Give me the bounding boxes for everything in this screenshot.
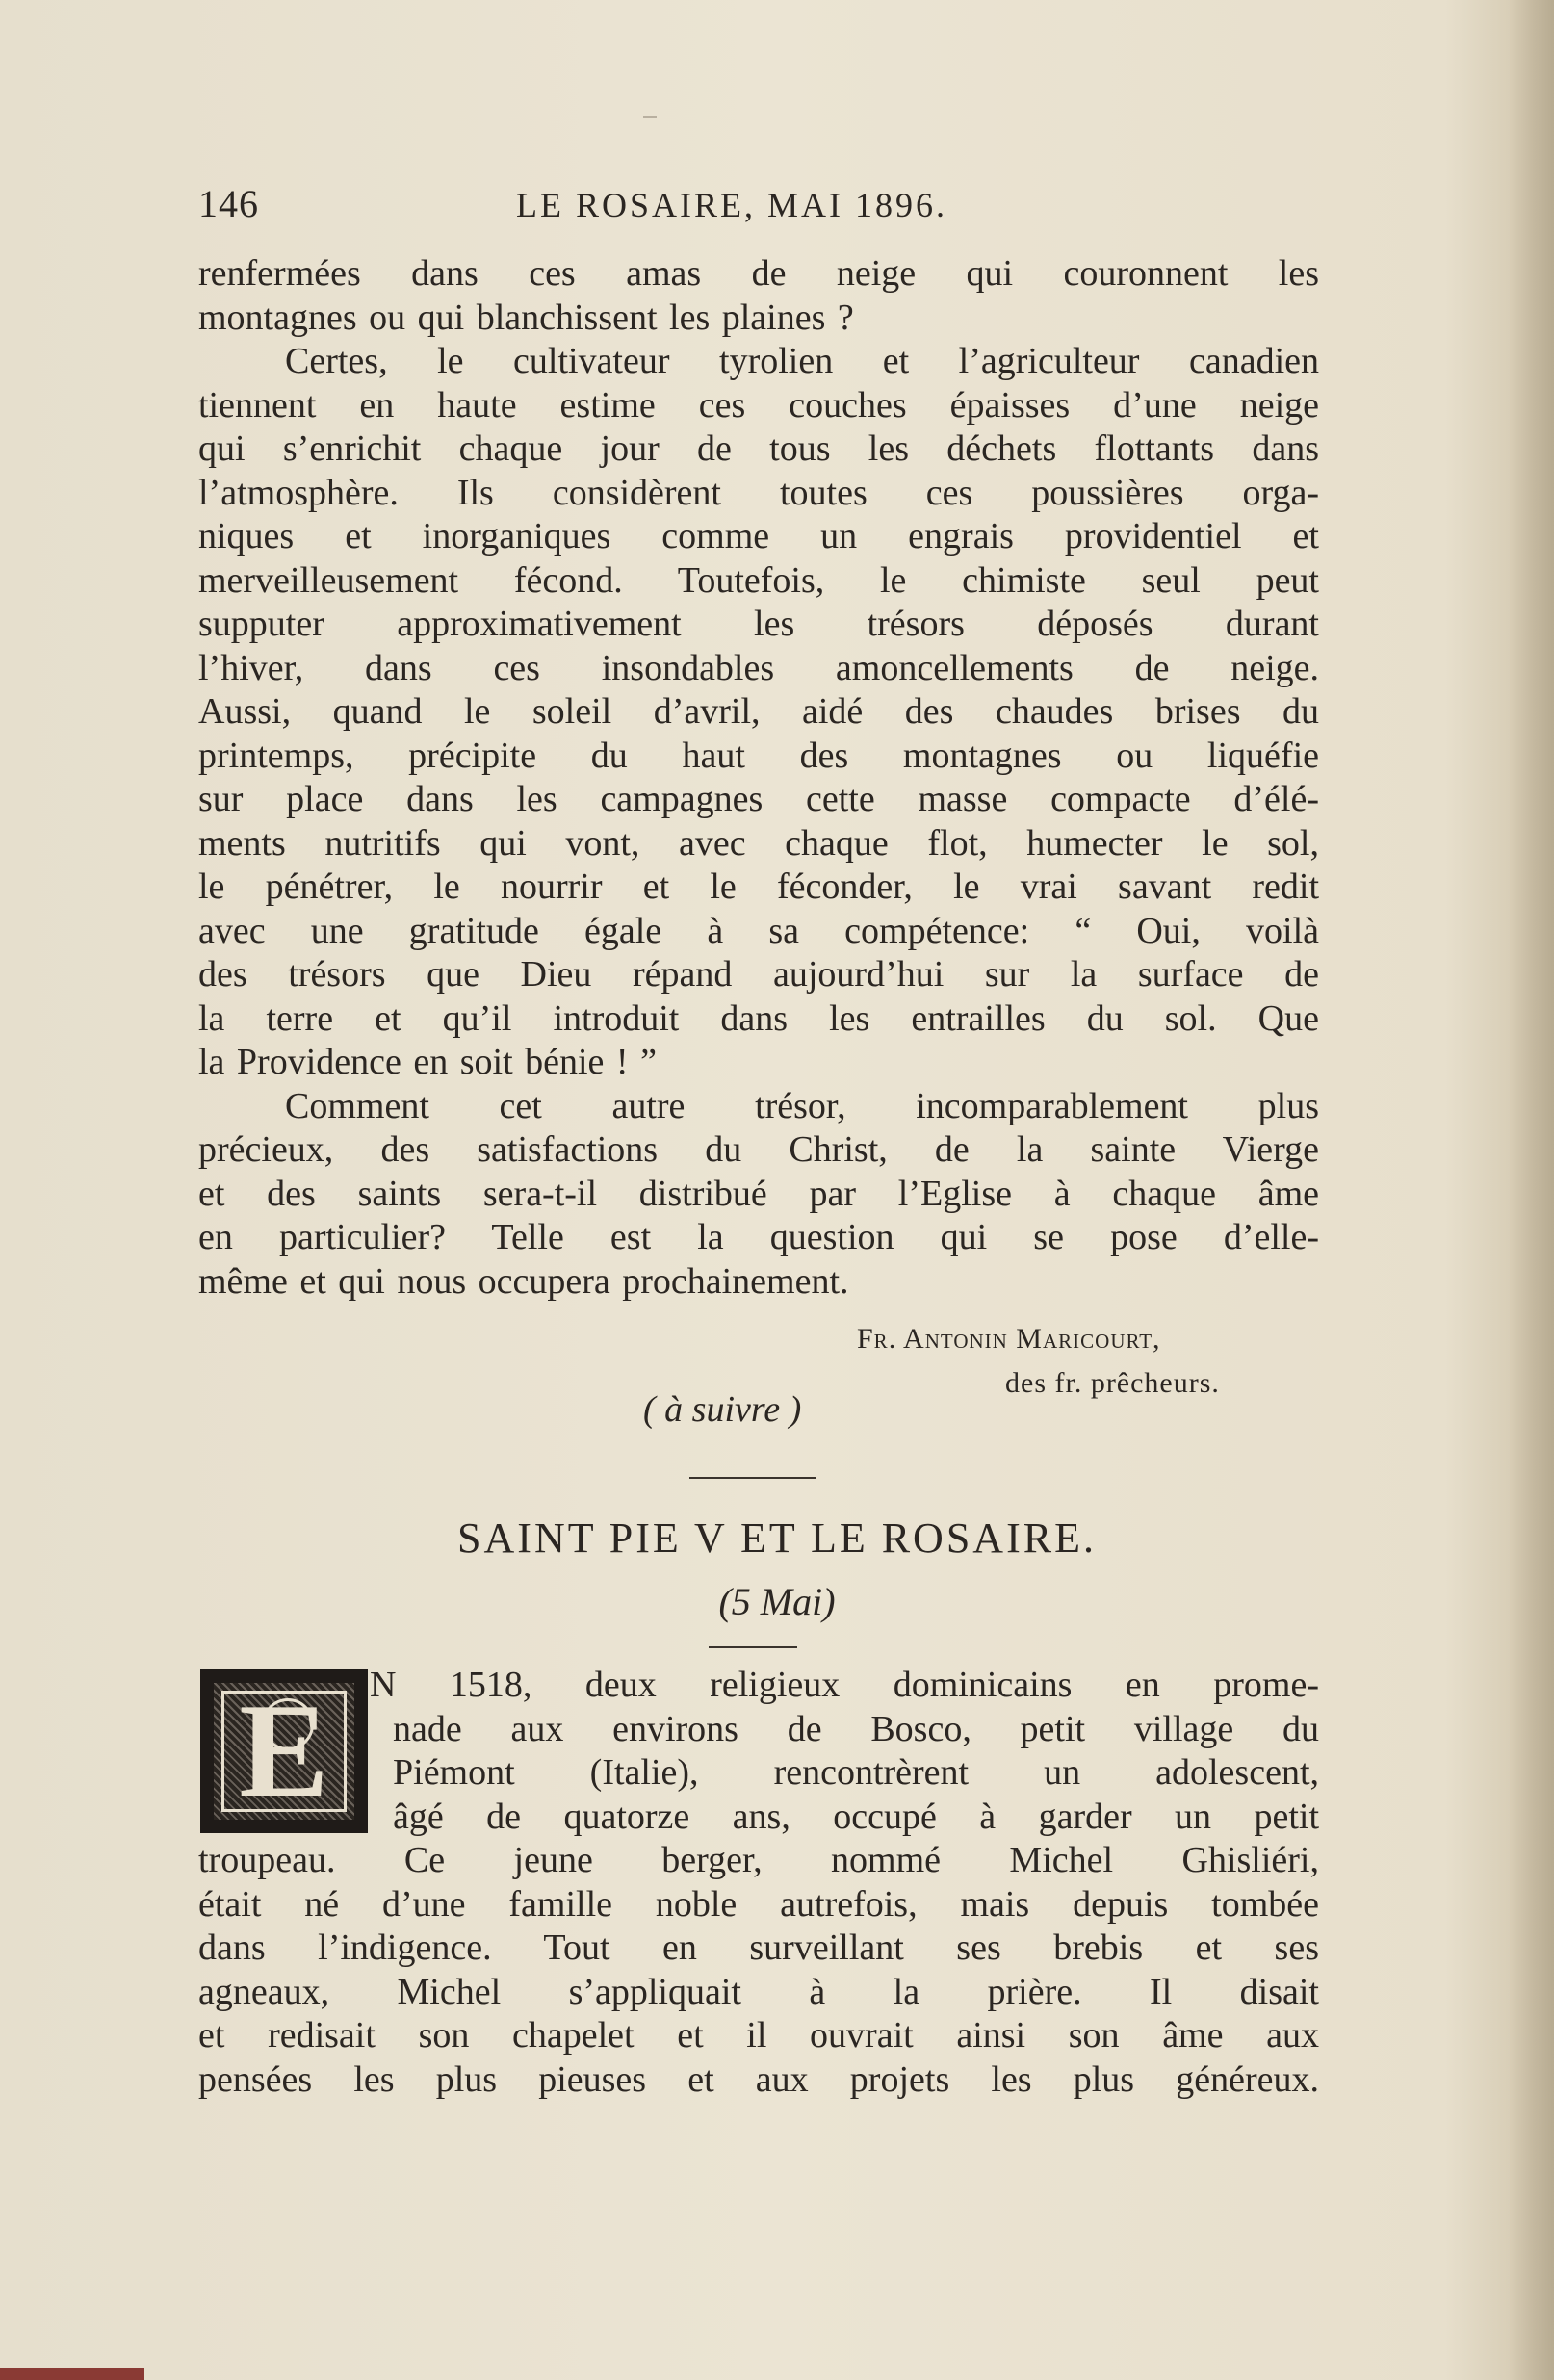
text-line: le pénétrer, le nourrir et le féconder, le vrai savant redit <box>198 867 1319 907</box>
author-signature: Fr. Antonin Maricourt, <box>857 1323 1161 1355</box>
text-line: précieux, des satisfactions du Christ, de la sainte Vierge <box>198 1129 1319 1170</box>
text-line: Comment cet autre trésor, incomparablement plus <box>285 1085 1319 1126</box>
text-line: l’hiver, dans ces insondables amoncellements de neige. <box>198 647 1319 688</box>
text-line: qui s’enrichit chaque jour de tous les déchets flottants dans <box>198 428 1319 469</box>
page-number: 146 <box>198 182 259 225</box>
text-line: niques et inorganiques comme un engrais providentiel et <box>198 516 1319 556</box>
article-title: SAINT PIE V ET LE ROSAIRE. <box>457 1514 1097 1562</box>
dropcap-letter: E <box>239 1676 329 1825</box>
text-line: dans l’indigence. Tout en surveillant ses brebis et ses <box>198 1927 1319 1968</box>
section-divider <box>689 1477 816 1479</box>
dropcap-wrapped-text <box>370 1664 1319 1839</box>
page-header <box>198 181 1315 233</box>
ink-speck <box>643 116 657 118</box>
text-line: N 1518, deux religieux dominicains en prome- <box>370 1665 1319 1705</box>
red-edge-mark <box>0 2368 144 2380</box>
ornamental-dropcap <box>200 1669 368 1833</box>
text-line: pensées les plus pieuses et aux projets les plus généreux. <box>198 2058 1319 2100</box>
text-line: l’atmosphère. Ils considèrent toutes ces poussières orga- <box>198 472 1319 513</box>
article-continuation <box>198 252 1319 1304</box>
text-line: Certes, le cultivateur tyrolien et l’agriculteur canadien <box>285 341 1319 381</box>
article-body <box>198 1839 1319 2102</box>
text-line: sur place dans les campagnes cette masse compacte d’élé- <box>198 779 1319 819</box>
text-line: ments nutritifs qui vont, avec chaque flot, humecter le sol, <box>198 822 1319 864</box>
to-be-continued: ( à suivre ) <box>643 1389 802 1430</box>
running-head: LE ROSAIRE, MAI 1896. <box>516 186 947 224</box>
title-divider <box>709 1646 797 1648</box>
text-line: supputer approximativement les trésors déposés durant <box>198 604 1319 644</box>
text-line: agneaux, Michel s’appliquait à la prière. Il disait <box>198 1971 1319 2012</box>
text-line: et des saints sera-t-il distribué par l’Eglise à chaque âme <box>198 1173 1319 1214</box>
text-line: avec une gratitude égale à sa compétence: “ Oui, voilà <box>198 910 1319 951</box>
text-line: âgé de quatorze ans, occupé à garder un petit <box>393 1796 1319 1837</box>
text-line: nade aux environs de Bosco, petit village du <box>393 1708 1319 1749</box>
text-line: Aussi, quand le soleil d’avril, aidé des chaudes brises du <box>198 691 1319 732</box>
text-line: troupeau. Ce jeune berger, nommé Michel Ghisliéri, <box>198 1840 1319 1880</box>
book-spine-shadow <box>1510 0 1554 2380</box>
article-date: (5 Mai) <box>718 1580 836 1623</box>
author-order: des fr. prêcheurs. <box>1005 1367 1220 1399</box>
text-line: et redisait son chapelet et il ouvrait ainsi son âme aux <box>198 2015 1319 2056</box>
text-line: en particulier? Telle est la question qui se pose d’elle- <box>198 1217 1319 1257</box>
text-line: montagnes ou qui blanchissent les plaines ? <box>198 297 854 338</box>
text-line: merveilleusement fécond. Toutefois, le chimiste seul peut <box>198 559 1319 601</box>
text-line: était né d’une famille noble autrefois, mais depuis tombée <box>198 1883 1319 1925</box>
text-line: la Providence en soit bénie ! ” <box>198 1042 657 1082</box>
text-line: Piémont (Italie), rencontrèrent un adolescent, <box>393 1752 1319 1793</box>
text-line: tiennent en haute estime ces couches épaisses d’une neige <box>198 384 1319 426</box>
text-line: la terre et qu’il introduit dans les entrailles du sol. Que <box>198 997 1319 1039</box>
text-line: des trésors que Dieu répand aujourd’hui sur la surface de <box>198 954 1319 995</box>
text-line: même et qui nous occupera prochainement. <box>198 1260 849 1302</box>
text-line: printemps, précipite du haut des montagnes ou liquéfie <box>198 735 1319 776</box>
text-line: renfermées dans ces amas de neige qui couronnent les <box>198 253 1319 294</box>
